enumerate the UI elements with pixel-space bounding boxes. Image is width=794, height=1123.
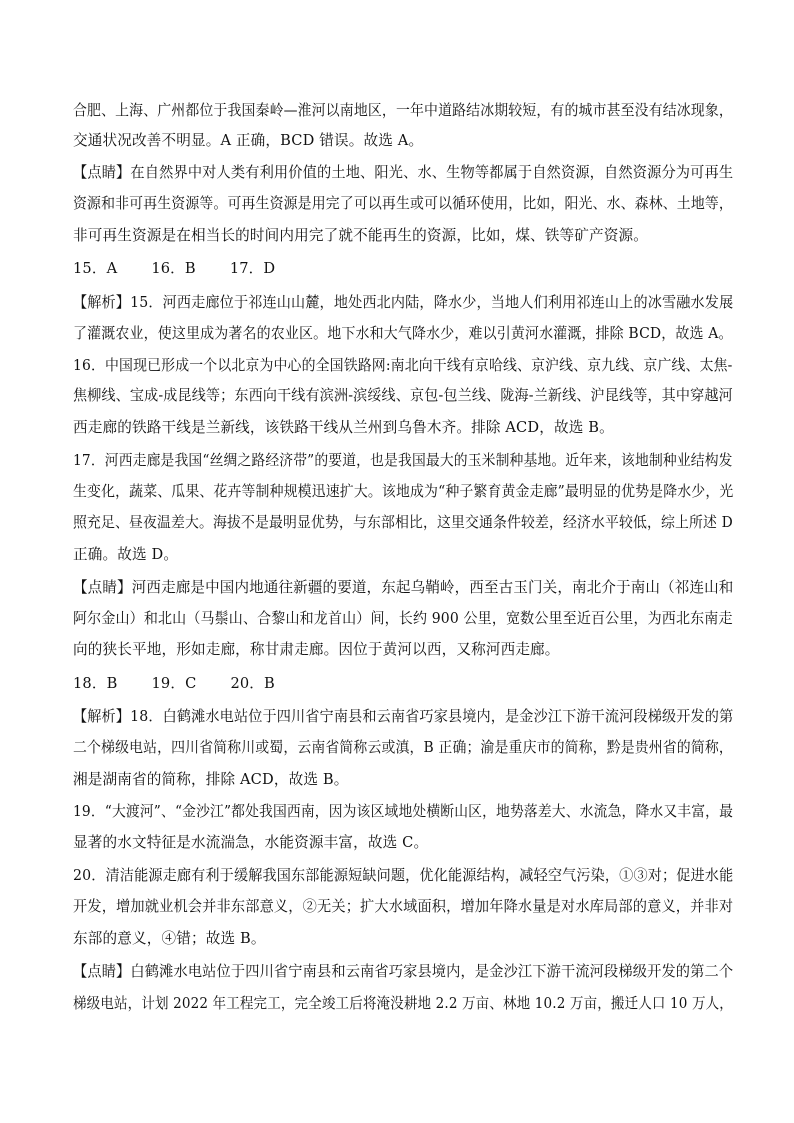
text-line: 向的狭长平地，形如走廊，称甘肃走廊。因位于黄河以西，又称河西走廊。 (73, 641, 560, 658)
text-line: 资源和非可再生资源等。可再生资源是用完了可以再生或可以循环使用，比如，阳光、水、森林、土地等， (73, 195, 733, 212)
text-line: 照充足、昼夜温差大。海拔不是最明显优势，与东部相比，这里交通条件较差，经济水平较低，综上所述 D (73, 514, 733, 531)
text-line: 湘是湖南省的简称，排除 ACD，故选 B。 (73, 771, 349, 788)
jiexi-paragraph-line: 【解析】18．白鹤滩水电站位于四川省宁南县和云南省巧家县境内，是金沙江下游干流河段梯级开发的第 (73, 708, 734, 725)
text-line: 17．河西走廊是我国“丝绸之路经济带”的要道，也是我国最大的玉米制种基地。近年来，该地制种业结构发 (73, 452, 733, 469)
text-line: 正确。故选 D。 (73, 546, 179, 563)
text-line: 焦柳线、宝成-成昆线等；东西向干线有滨洲-滨绥线、京包-包兰线、陇海-兰新线、沪昆线等，其中穿越河 (73, 387, 733, 404)
text-line: 19．“大渡河”、“金沙江”都处我国西南，因为该区域地处横断山区，地势落差大、水流急，降水又丰富，最 (73, 803, 734, 820)
answer-20: 20．B (230, 675, 275, 692)
dianjing-paragraph-line: 【点睛】白鹤滩水电站位于四川省宁南县和云南省巧家县境内，是金沙江下游干流河段梯级开发的第二个 (73, 963, 734, 980)
answer-row-15-17 (73, 259, 733, 279)
text-line: 交通状况改善不明显。A 正确，BCD 错误。故选 A。 (73, 132, 424, 149)
answer-17: 17．D (229, 260, 276, 277)
text-line: 西走廊的铁路干线是兰新线，该铁路干线从兰州到乌鲁木齐。排除 ACD，故选 B。 (73, 419, 614, 436)
text-line: 二个梯级电站，四川省简称川或蜀，云南省简称云或滇，B 正确；渝是重庆市的简称，黔是贵州省的简称， (73, 739, 733, 756)
answer-16: 16．B (151, 260, 196, 277)
text-line: 生变化，蔬菜、瓜果、花卉等制种规模迅速扩大。该地成为“种子繁育黄金走廊”最明显的优势是降水少，光 (73, 483, 734, 500)
jiexi-paragraph-line: 【解析】15．河西走廊位于祁连山山麓，地处西北内陆，降水少，当地人们利用祁连山上的冰雪融水发展 (73, 294, 734, 311)
answer-19: 19．C (151, 675, 197, 692)
text-line: 阿尔金山）和北山（马鬃山、合黎山和龙首山）间，长约 900 公里，宽数公里至近百公里，为西北东南走 (73, 610, 733, 627)
answer-row-18-20 (73, 674, 733, 694)
text-line: 梯级电站，计划 2022 年工程完工，完全竣工后将淹没耕地 2.2 万亩、林地 10.2 万亩，搬迁人口 10 万人， (73, 995, 733, 1012)
dianjing-paragraph-line: 【点睛】在自然界中对人类有利用价值的土地、阳光、水、生物等都属于自然资源，自然资源分为可再生 (73, 164, 734, 181)
text-line: 合肥、上海、广州都位于我国秦岭—淮河以南地区，一年中道路结冰期较短，有的城市甚至没有结冰现象， (73, 102, 733, 119)
text-line: 了灌溉农业，使这里成为著名的农业区。地下水和大气降水少，难以引黄河水灌溉，排除 BCD，故选 A。 (73, 325, 733, 342)
text-line: 20．清洁能源走廊有利于缓解我国东部能源短缺问题，优化能源结构，减轻空气污染，①③对；促进水能 (73, 867, 734, 884)
text-line: 显著的水文特征是水流湍急，水能资源丰富，故选 C。 (73, 834, 429, 851)
answer-18: 18．B (73, 675, 118, 692)
text-line: 东部的意义，④错；故选 B。 (73, 930, 266, 947)
dianjing-paragraph-line: 【点睛】河西走廊是中国内地通往新疆的要道，东起乌鞘岭，西至古玉门关，南北介于南山（祁连山和 (73, 579, 734, 596)
text-line: 16．中国现已形成一个以北京为中心的全国铁路网:南北向干线有京哈线、京沪线、京九线、京广线、太焦- (73, 357, 733, 374)
text-line: 开发，增加就业机会并非东部意义，②无关；扩大水域面积，增加年降水量是对水库局部的意义，并非对 (73, 898, 734, 915)
text-line: 非可再生资源是在相当长的时间内用完了就不能再生的资源，比如，煤、铁等矿产资源。 (73, 227, 649, 244)
answer-15: 15．A (73, 260, 118, 277)
